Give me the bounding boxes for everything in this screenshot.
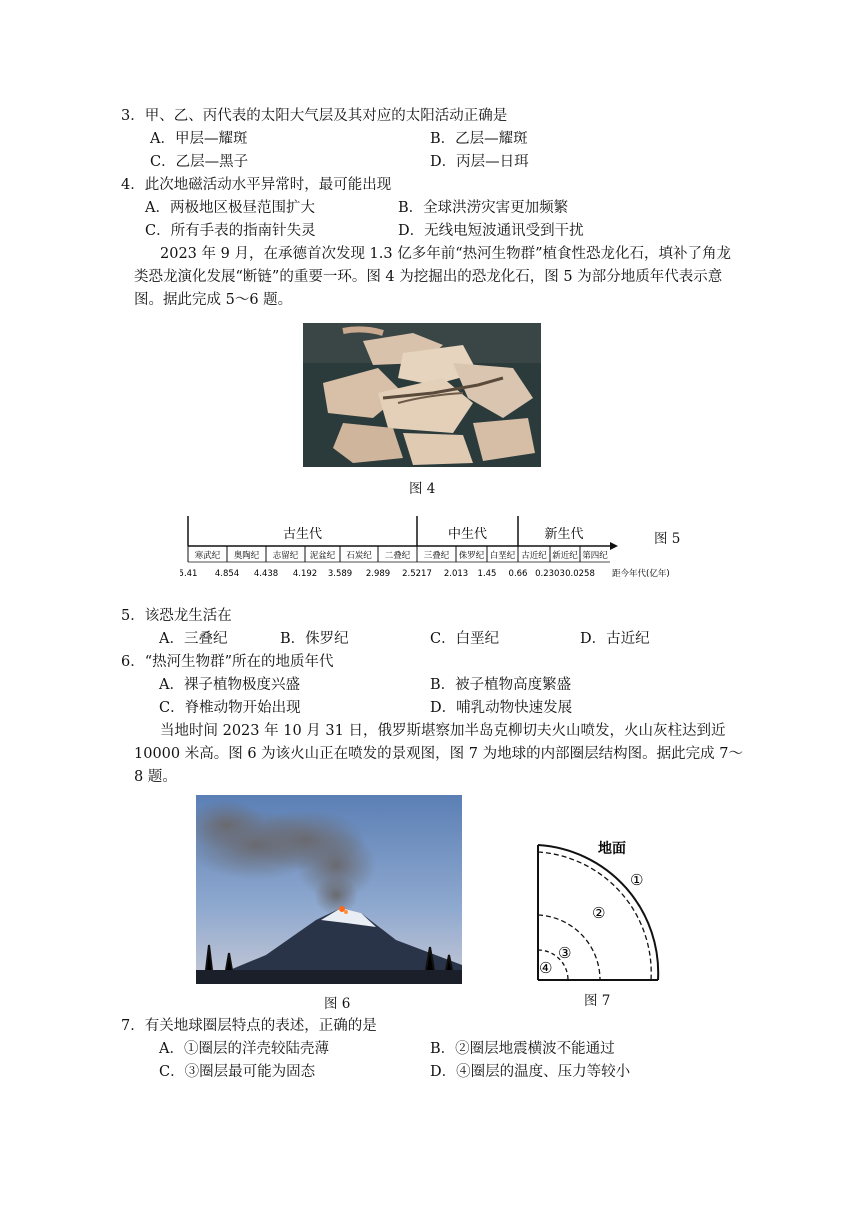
q6-option-a: A．裸子植物极度兴盛 bbox=[159, 677, 300, 693]
layer-2-label: ② bbox=[592, 904, 606, 922]
q5-option-d: D．古近纪 bbox=[580, 631, 650, 647]
axis-label: 距今年代(亿年) bbox=[612, 569, 670, 579]
tick-label: 4.192 bbox=[292, 569, 318, 579]
intro1-line3: 图。据此完成 5～6 题。 bbox=[134, 292, 293, 308]
tick-label: 0.2303 bbox=[535, 569, 565, 579]
timescale-svg bbox=[180, 510, 700, 585]
period-label: 志留纪 bbox=[272, 551, 299, 561]
era-label: 古生代 bbox=[282, 527, 323, 542]
earth-layers-svg bbox=[520, 835, 670, 985]
period-label: 三叠纪 bbox=[423, 551, 450, 561]
q4-option-b: B．全球洪涝灾害更加频繁 bbox=[398, 200, 569, 216]
q4-option-c: C．所有手表的指南针失灵 bbox=[145, 223, 316, 239]
q5-option-b: B．侏罗纪 bbox=[280, 631, 349, 647]
q6-option-b: B．被子植物高度繁盛 bbox=[430, 677, 572, 693]
q6-stem: 6．“热河生物群”所在的地质年代 bbox=[121, 654, 334, 670]
period-label: 白垩纪 bbox=[489, 551, 516, 561]
q7-option-b: B．②圈层地震横波不能通过 bbox=[430, 1041, 615, 1057]
layer-3-label: ③ bbox=[558, 944, 572, 962]
q3-option-b: B．乙层—耀斑 bbox=[430, 131, 528, 147]
surface-label: 地面 bbox=[598, 841, 626, 857]
intro1-line2: 类恐龙演化发展“断链”的重要一环。图 4 为挖掘出的恐龙化石，图 5 为部分地质年代表示意 bbox=[134, 269, 723, 285]
q3-stem: 3．甲、乙、丙代表的太阳大气层及其对应的太阳活动正确是 bbox=[121, 108, 508, 124]
axis-arrow bbox=[610, 542, 618, 550]
tick-label: 4.438 bbox=[253, 569, 279, 579]
q4-option-a: A．两极地区极昼范围扩大 bbox=[145, 200, 315, 216]
period-label: 古近纪 bbox=[521, 551, 547, 561]
tick-label: 3.589 bbox=[327, 569, 353, 579]
tick-label: 2.013 bbox=[443, 569, 469, 579]
era-label: 中生代 bbox=[447, 527, 488, 542]
q3-option-c: C．乙层—黑子 bbox=[150, 154, 249, 170]
q7-option-a: A．①圈层的洋壳较陆壳薄 bbox=[159, 1041, 329, 1057]
q3-option-a: A．甲层—耀斑 bbox=[150, 131, 248, 147]
era-label: 新生代 bbox=[544, 527, 584, 542]
volcano-eruption-photo bbox=[196, 795, 462, 984]
period-label: 奥陶纪 bbox=[233, 551, 260, 561]
fig6-caption: 图 6 bbox=[324, 996, 351, 1012]
tick-label: 0.0258 bbox=[565, 569, 595, 579]
fig4-caption: 图 4 bbox=[409, 481, 436, 497]
q7-stem: 7．有关地球圈层特点的表述，正确的是 bbox=[121, 1018, 377, 1034]
q7-option-c: C．③圈层最可能为固态 bbox=[159, 1064, 316, 1080]
layer-1-label: ① bbox=[630, 871, 644, 889]
q5-stem: 5．该恐龙生活在 bbox=[121, 608, 232, 624]
tick-label: 0.66 bbox=[508, 569, 528, 579]
intro2-line1: 当地时间 2023 年 10 月 31 日，俄罗斯堪察加半岛克柳切夫火山喷发，火山灰柱达到近 bbox=[160, 723, 726, 739]
tick-label: 5.41 bbox=[180, 569, 198, 579]
intro2-line3: 8 题。 bbox=[134, 769, 177, 785]
earth-interior-diagram bbox=[520, 835, 670, 985]
q6-option-d: D．哺乳动物快速发展 bbox=[430, 700, 573, 716]
period-label: 新近纪 bbox=[552, 551, 578, 561]
period-label: 寒武纪 bbox=[194, 551, 221, 561]
layer-4-label: ④ bbox=[539, 959, 553, 977]
period-label: 侏罗纪 bbox=[458, 551, 485, 561]
period-label: 石炭纪 bbox=[346, 551, 372, 561]
period-label: 二叠纪 bbox=[384, 551, 411, 561]
tick-label: 4.854 bbox=[214, 569, 240, 579]
intro1-line1: 2023 年 9 月，在承德首次发现 1.3 亿多年前“热河生物群”植食性恐龙化石，填补了角龙 bbox=[160, 246, 732, 262]
tick-label: 2.5217 bbox=[402, 569, 432, 579]
fossil-illustration bbox=[303, 323, 541, 467]
fig5-caption: 图 5 bbox=[654, 531, 681, 547]
q4-stem: 4．此次地磁活动水平异常时，最可能出现 bbox=[121, 177, 392, 193]
geologic-timescale bbox=[180, 510, 700, 585]
tick-label: 1.45 bbox=[477, 569, 497, 579]
period-label: 第四纪 bbox=[582, 551, 608, 561]
q5-option-a: A．三叠纪 bbox=[159, 631, 228, 647]
period-label: 泥盆纪 bbox=[309, 551, 336, 561]
volcano-illustration bbox=[196, 795, 462, 984]
dinosaur-fossil-photo bbox=[303, 323, 541, 467]
intro2-line2: 10000 米高。图 6 为该火山正在喷发的景观图，图 7 为地球的内部圈层结构图。据此完成 7～ bbox=[134, 746, 743, 762]
q4-option-d: D．无线电短波通讯受到干扰 bbox=[398, 223, 584, 239]
fig7-caption: 图 7 bbox=[584, 993, 611, 1009]
q6-option-c: C．脊椎动物开始出现 bbox=[159, 700, 301, 716]
q7-option-d: D．④圈层的温度、压力等较小 bbox=[430, 1064, 631, 1080]
tick-label: 2.989 bbox=[365, 569, 391, 579]
q3-option-d: D．丙层—日珥 bbox=[430, 154, 529, 170]
q5-option-c: C．白垩纪 bbox=[430, 631, 500, 647]
